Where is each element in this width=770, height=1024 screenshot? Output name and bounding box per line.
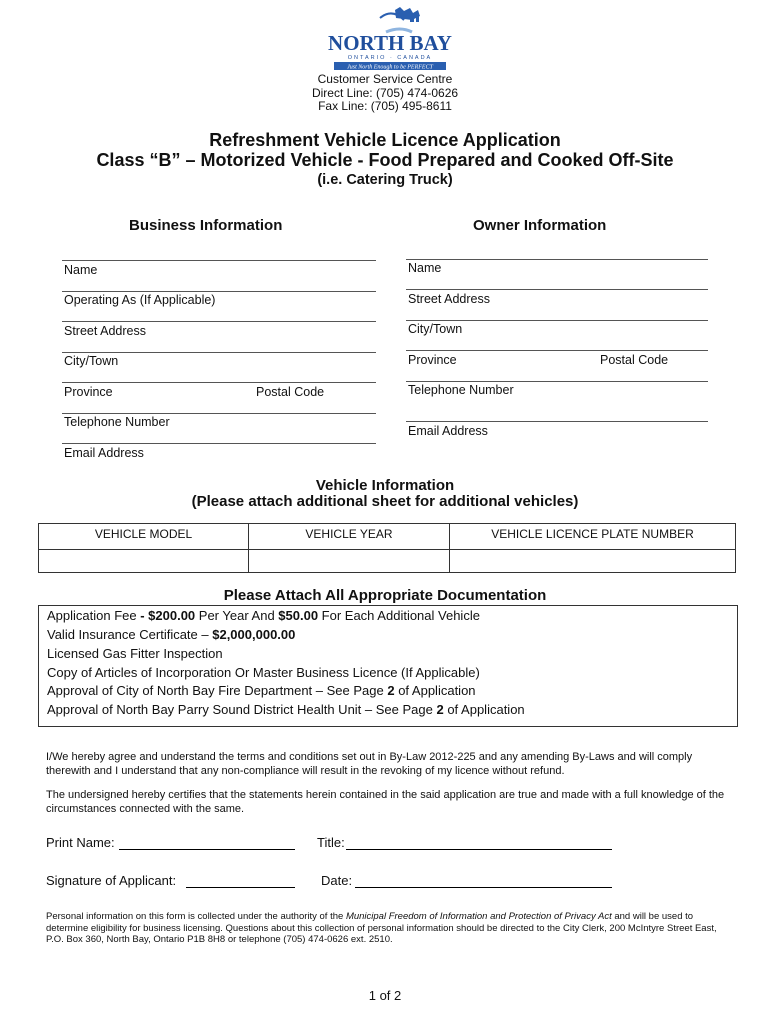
fee-text-3: For Each Additional Vehicle [318,608,480,623]
vehicle-info-note: (Please attach additional sheet for additional vehicles) [191,493,579,510]
vehicle-model-header: VEHICLE MODEL [39,524,249,550]
svg-text:Just North Enough to be PERFEC: Just North Enough to be PERFECT [347,64,433,71]
agreement-paragraph: I/We hereby agree and understand the terms and conditions set out in By-Law 2012-225 and any amending By-Laws and will comply therewith and I understand that any non-compliance will result in the revoking of my licence without refund. [46,751,693,777]
owner-street-line[interactable] [406,289,708,290]
title-label: Title: [317,835,345,850]
date-field[interactable] [355,887,612,888]
business-email-label: Email Address [64,446,144,460]
fee-text-2: Per Year And [195,608,279,623]
direct-line: Direct Line: (705) 474-0626 [311,85,459,100]
fax-line: Fax Line: (705) 495-8611 [318,99,452,113]
business-name-line[interactable] [62,260,376,261]
certification-paragraph: The undersigned hereby certifies that the statements herein contained in the said application are true and made with a full knowledge of the circumstances connected with the same. [46,789,725,815]
owner-province-line[interactable] [406,350,708,351]
svg-text:NORTH BAY: NORTH BAY [328,31,452,55]
health-text-2: of Application [443,702,525,717]
fee-text: Application Fee [47,608,141,623]
application-fee-item [47,608,480,623]
owner-province-label: Province [408,353,457,367]
owner-email-line[interactable] [406,421,708,422]
fee-amount: - $200.00 [140,608,196,623]
business-city-label: City/Town [64,354,119,368]
business-phone-line[interactable] [62,413,376,414]
customer-service-centre: Customer Service Centre [317,72,453,86]
owner-name-line[interactable] [406,259,708,260]
print-name-field[interactable] [119,849,295,850]
signature-field[interactable] [186,887,295,888]
owner-postal-label: Postal Code [600,353,669,367]
vehicle-year-cell[interactable] [249,550,450,573]
privacy-notice [46,911,736,946]
print-name-label: Print Name: [46,835,115,850]
health-page: 2 [436,702,444,717]
privacy-act-name: Municipal Freedom of Information and Protection of Privacy Act [345,911,612,922]
signature-label: Signature of Applicant: [46,873,177,888]
fire-approval-item [47,683,476,698]
fee-additional-amount: $50.00 [278,608,319,623]
health-text: Approval of North Bay Parry Sound District Health Unit – See Page [47,702,437,717]
vehicle-info-heading: Vehicle Information [315,477,455,494]
gas-fitter-item: Licensed Gas Fitter Inspection [47,646,223,661]
form-subtitle-note: (i.e. Catering Truck) [317,172,453,188]
insurance-text: Valid Insurance Certificate – [47,627,213,642]
business-postal-label: Postal Code [256,385,325,399]
business-name-label: Name [64,263,98,277]
privacy-text-2: and will be used to determine eligibility for business licensing. Questions about this collection of personal information should be directed to the City Clerk, 200 McIntyre Street East, P.O. Box 360, North Bay, Ontario P1B 8H8 or telephone (705) 474-0626 ext. 2510. [46,911,717,945]
business-province-line[interactable] [62,382,376,383]
owner-phone-label: Telephone Number [408,383,514,397]
articles-item: Copy of Articles of Incorporation Or Master Business Licence (If Applicable) [47,665,480,680]
owner-phone-line[interactable] [406,381,708,382]
business-phone-label: Telephone Number [64,415,170,429]
north-bay-logo [300,6,480,72]
business-city-line[interactable] [62,352,376,353]
owner-city-label: City/Town [408,322,463,336]
date-label: Date: [321,873,353,888]
vehicle-table [38,523,736,573]
privacy-text: Personal information on this form is collected under the authority of the [46,911,346,922]
insurance-item [47,627,295,642]
vehicle-plate-cell[interactable] [450,550,736,573]
business-email-line[interactable] [62,443,376,444]
vehicle-year-header: VEHICLE YEAR [249,524,450,550]
owner-name-label: Name [408,261,442,275]
business-info-heading: Business Information [129,217,283,234]
fire-text-2: of Application [394,683,476,698]
owner-info-heading: Owner Information [473,217,607,234]
documentation-heading: Please Attach All Appropriate Documentation [223,587,547,604]
page-number: 1 of 2 [368,988,402,1003]
title-field[interactable] [346,849,612,850]
fire-text: Approval of City of North Bay Fire Department – See Page [47,683,388,698]
documentation-list [38,605,738,727]
fire-page: 2 [387,683,395,698]
form-title: Refreshment Vehicle Licence Application [209,130,561,150]
business-street-line[interactable] [62,321,376,322]
owner-city-line[interactable] [406,320,708,321]
form-subtitle: Class “B” – Motorized Vehicle - Food Prepared and Cooked Off-Site [96,150,674,170]
owner-street-label: Street Address [408,292,490,306]
business-province-label: Province [64,385,113,399]
svg-text:ONTARIO · CANADA: ONTARIO · CANADA [347,55,433,61]
owner-email-label: Email Address [408,424,488,438]
vehicle-model-cell[interactable] [39,550,249,573]
contact-block [0,73,770,114]
operating-as-line[interactable] [62,291,376,292]
health-approval-item [47,702,525,717]
operating-as-label: Operating As (If Applicable) [64,293,216,307]
business-street-label: Street Address [64,324,146,338]
vehicle-plate-header: VEHICLE LICENCE PLATE NUMBER [450,524,736,550]
insurance-amount: $2,000,000.00 [212,627,296,642]
